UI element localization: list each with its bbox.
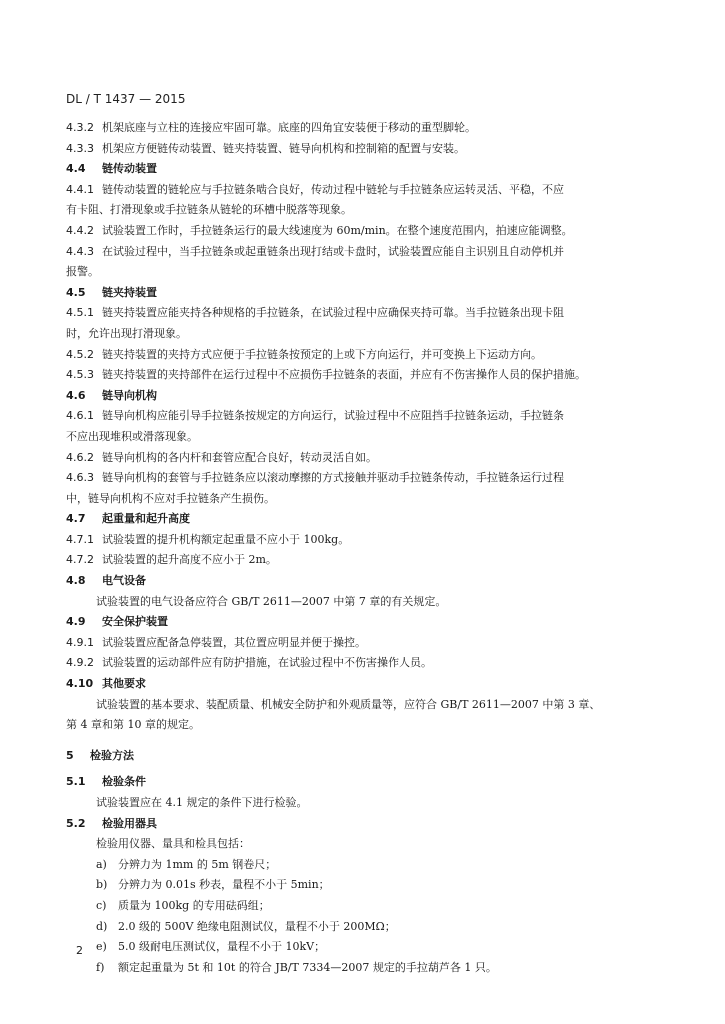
clause-line	[66, 550, 666, 571]
clause-text: 试验装置的基本要求、装配质量、机械安全防护和外观质量等，应符合 GB/T 2611—2007 中第 3 章、	[96, 697, 601, 711]
clause-line	[66, 365, 666, 386]
page-number: 2	[76, 944, 83, 957]
list-item	[66, 896, 666, 917]
paragraph-line	[66, 834, 666, 855]
clause-number: 4.5.3	[66, 368, 94, 382]
section-heading	[66, 674, 666, 695]
clause-number: 4.6.3	[66, 471, 94, 485]
clause-text: 分辨力为 1mm 的 5m 钢卷尺；	[118, 857, 277, 871]
paragraph-line	[66, 262, 666, 283]
clause-number: 4.10	[66, 677, 94, 691]
clause-number: 4.6	[66, 388, 86, 402]
clause-line	[66, 530, 666, 551]
clause-text: 安全保护装置	[102, 615, 168, 629]
paragraph-line	[66, 427, 666, 448]
clause-text: 试验装置应在 4.1 规定的条件下进行检验。	[96, 796, 308, 809]
clause-number: 4.4.1	[66, 182, 94, 196]
clause-number: 4.3.2	[66, 121, 94, 134]
clause-number: 4.3.3	[66, 141, 94, 155]
clause-number: a)	[96, 857, 107, 871]
clause-text: 有卡阻、打滑现象或手拉链条从链轮的环槽中脱落等现象。	[66, 203, 352, 217]
clause-text: 额定起重量为 5t 和 10t 的符合 JB/T 7334—2007 规定的手拉葫芦各 1 只。	[118, 960, 497, 974]
paragraph-line	[66, 324, 666, 345]
list-item	[66, 855, 666, 876]
paragraph-line	[66, 793, 666, 814]
clause-number: 4.7.2	[66, 553, 94, 567]
clause-number: 5.2	[66, 816, 86, 830]
clause-number: 4.5.1	[66, 306, 94, 320]
clause-line	[66, 345, 666, 366]
clause-text: 试验装置的运动部件应有防护措施，在试验过程中不伤害操作人员。	[102, 656, 432, 670]
clause-number: 4.9	[66, 615, 86, 629]
standard-code-header: DL / T 1437 — 2015	[66, 92, 186, 106]
clause-number: 5	[66, 748, 74, 762]
clause-text: 链导向机构	[102, 388, 157, 402]
clause-text: 试验装置的起升高度不应小于 2m。	[102, 553, 277, 567]
clause-text: 分辨力为 0.01s 秒表，量程不小于 5min；	[118, 878, 330, 892]
clause-line	[66, 221, 666, 242]
clause-number: 4.6.2	[66, 450, 94, 464]
paragraph-line	[66, 200, 666, 221]
clause-number: 4.5	[66, 285, 86, 299]
clause-number: 4.6.1	[66, 409, 94, 423]
clause-line	[66, 406, 666, 427]
paragraph-line	[66, 592, 666, 613]
paragraph-line	[66, 489, 666, 510]
clause-text: 2.0 级的 500V 绝缘电阻测试仪，量程不小于 200MΩ；	[118, 919, 396, 933]
clause-text: 试验装置的电气设备应符合 GB/T 2611—2007 中第 7 章的有关规定。	[96, 594, 447, 608]
clause-number: 5.1	[66, 775, 86, 789]
clause-text: 其他要求	[102, 677, 146, 691]
list-item	[66, 937, 666, 958]
clause-number: 4.9.2	[66, 656, 94, 670]
section-heading	[66, 814, 666, 835]
chapter-heading	[66, 746, 666, 767]
clause-line	[66, 468, 666, 489]
clause-text: 链夹持装置应能夹持各种规格的手拉链条，在试验过程中应确保夹持可靠。当手拉链条出现卡阻	[102, 306, 564, 320]
clause-number: 4.9.1	[66, 635, 94, 649]
clause-text: 5.0 级耐电压测试仪，量程不小于 10kV；	[118, 940, 326, 954]
list-item	[66, 958, 666, 979]
clause-text: 链夹持装置	[102, 285, 157, 299]
section-heading	[66, 571, 666, 592]
clause-text: 链传动装置的链轮应与手拉链条啮合良好，传动过程中链轮与手拉链条应运转灵活、平稳，不应	[102, 182, 564, 196]
clause-number: c)	[96, 898, 107, 912]
section-heading	[66, 283, 666, 304]
clause-number: e)	[96, 940, 107, 954]
clause-line	[66, 653, 666, 674]
clause-line	[66, 118, 666, 139]
clause-text: 第 4 章和第 10 章的规定。	[66, 718, 200, 732]
clause-number: 4.4.2	[66, 223, 94, 237]
clause-number: 4.4.3	[66, 244, 94, 258]
clause-number: 4.7	[66, 512, 86, 526]
clause-line	[66, 633, 666, 654]
clause-text: 在试验过程中，当手拉链条或起重链条出现打结或卡盘时，试验装置应能自主识别且自动停机并	[102, 244, 564, 258]
clause-text: 中，链导向机构不应对手拉链条产生损伤。	[66, 491, 275, 505]
clause-text: 起重量和起升高度	[102, 512, 190, 526]
clause-text: 试验装置应配备急停装置，其位置应明显并便于操控。	[102, 635, 366, 649]
section-heading	[66, 386, 666, 407]
clause-text: 试验装置的提升机构额定起重量不应小于 100kg。	[102, 532, 350, 546]
clause-number: 4.8	[66, 574, 86, 588]
clause-line	[66, 448, 666, 469]
clause-text: 试验装置工作时，手拉链条运行的最大线速度为 60m/min。在整个速度范围内，拍速应能调整。	[102, 223, 573, 237]
clause-text: 机架底座与立柱的连接应牢固可靠。底座的四角宜安装便于移动的重型脚轮。	[102, 121, 476, 134]
section-heading	[66, 772, 666, 793]
clause-text: 检验条件	[102, 775, 146, 789]
clause-number: 4.5.2	[66, 347, 94, 361]
clause-number: f)	[96, 960, 105, 974]
clause-text: 链导向机构的各内杆和套管应配合良好，转动灵活自如。	[102, 450, 377, 464]
clause-text: 检验方法	[90, 748, 134, 762]
clause-text: 链导向机构的套管与手拉链条应以滚动摩擦的方式接触并驱动手拉链条传动，手拉链条运行过程	[102, 471, 564, 485]
document-body	[66, 118, 666, 978]
clause-text: 电气设备	[102, 574, 146, 588]
clause-text: 不应出现堆积或滑落现象。	[66, 429, 198, 443]
clause-text: 检验用器具	[102, 816, 157, 830]
clause-number: 4.7.1	[66, 532, 94, 546]
list-item	[66, 875, 666, 896]
clause-line	[66, 242, 666, 263]
clause-number: d)	[96, 919, 108, 933]
clause-text: 检验用仪器、量具和检具包括：	[96, 837, 250, 851]
clause-text: 报警。	[66, 265, 99, 279]
clause-text: 链导向机构应能引导手拉链条按规定的方向运行，试验过程中不应阻挡手拉链条运动，手拉链条	[102, 409, 564, 423]
clause-text: 链传动装置	[102, 162, 157, 176]
list-item	[66, 917, 666, 938]
paragraph-line	[66, 715, 666, 736]
section-heading	[66, 159, 666, 180]
clause-text: 链夹持装置的夹持方式应便于手拉链条按预定的上或下方向运行，并可变换上下运动方向。	[102, 347, 542, 361]
clause-line	[66, 180, 666, 201]
clause-number: b)	[96, 878, 108, 892]
clause-text: 质量为 100kg 的专用砝码组；	[118, 898, 270, 912]
paragraph-line	[66, 695, 666, 716]
clause-text: 机架应方便链传动装置、链夹持装置、链导向机构和控制箱的配置与安装。	[102, 141, 465, 155]
clause-text: 时，允许出现打滑现象。	[66, 326, 187, 340]
section-heading	[66, 612, 666, 633]
clause-line	[66, 139, 666, 160]
clause-line	[66, 303, 666, 324]
section-heading	[66, 509, 666, 530]
clause-text: 链夹持装置的夹持部件在运行过程中不应损伤手拉链条的表面，并应有不伤害操作人员的保护措施。	[102, 368, 586, 382]
clause-number: 4.4	[66, 162, 86, 176]
